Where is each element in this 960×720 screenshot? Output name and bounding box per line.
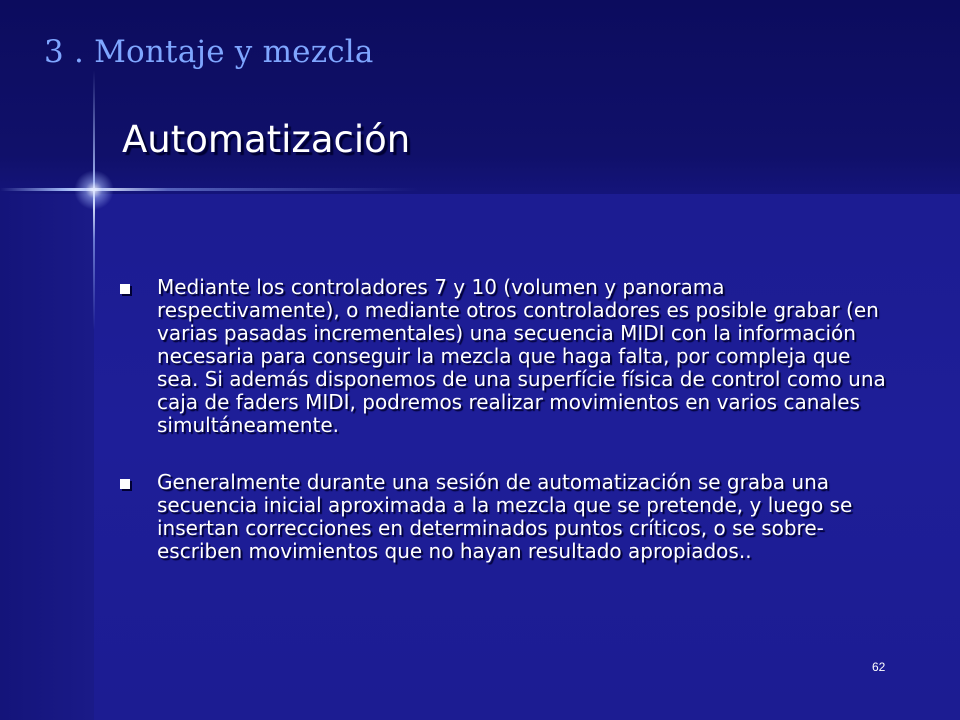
- square-bullet-icon: [120, 479, 130, 489]
- lens-flare-glow: [74, 170, 114, 210]
- bullet-text: Mediante los controladores 7 y 10 (volumen y panorama respectivamente), o mediante otros controladores es posible grabar (en varias pasadas incrementales) una secuencia MIDI con la información necesaria para conseguir la mezcla que haga falta, por compleja que sea. Si además disponemos de una superfície física de control como una caja de faders MIDI, podremos realizar movimientos en varios canales simultáneamente.: [157, 275, 886, 437]
- bullet-list: [118, 276, 898, 597]
- square-bullet-icon: [120, 284, 130, 294]
- header-band: [0, 0, 960, 194]
- slide-title: Automatización: [122, 118, 411, 161]
- section-title: 3 . Montaje y mezcla: [44, 34, 374, 70]
- lens-flare-horizontal: [0, 188, 420, 191]
- page-number: 62: [872, 660, 886, 674]
- bullet-item: [118, 276, 898, 437]
- bullet-item: [118, 471, 898, 563]
- bullet-text: Generalmente durante una sesión de automatización se graba una secuencia inicial aproximada a la mezcla que se pretende, y luego se insertan correcciones en determinados puntos críticos, o se sobre-escriben movimientos que no hayan resultado apropiados..: [157, 470, 853, 563]
